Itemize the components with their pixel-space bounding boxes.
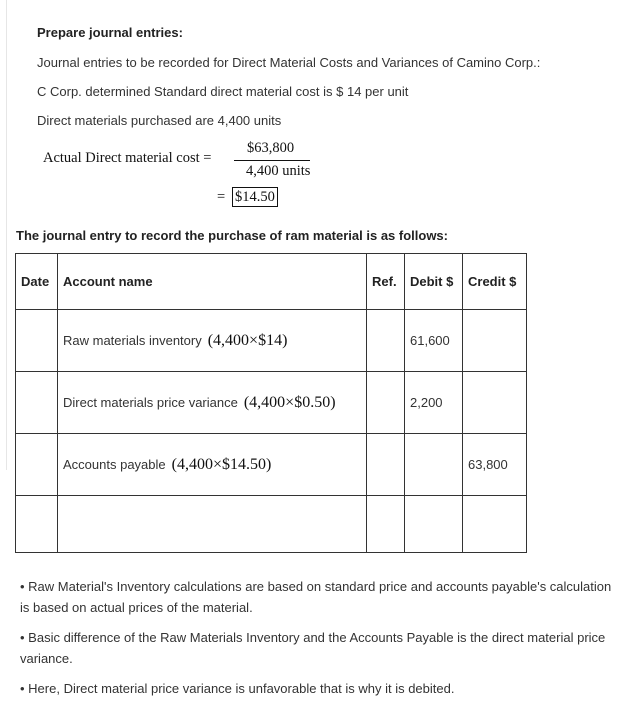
cell-date	[16, 434, 58, 496]
header-debit: Debit $	[405, 254, 463, 310]
account-name: Accounts payable	[63, 456, 166, 472]
cell-debit: 61,600	[405, 310, 463, 372]
cell-date	[16, 372, 58, 434]
cell-account	[58, 310, 367, 372]
cell-date	[16, 496, 58, 553]
cell-date	[16, 310, 58, 372]
cell-credit	[463, 310, 527, 372]
page-heading: Prepare journal entries:	[37, 25, 183, 40]
note-2: • Basic difference of the Raw Materials Inventory and the Accounts Payable is the direct material price variance.	[20, 630, 606, 666]
formula-result: $14.50	[232, 187, 278, 207]
cell-credit: 63,800	[463, 434, 527, 496]
cell-debit: 2,200	[405, 372, 463, 434]
cell-ref	[367, 372, 405, 434]
formula-numerator: $63,800	[247, 140, 295, 156]
formula-equals: =	[217, 189, 226, 205]
account-name: Direct materials price variance	[63, 394, 238, 410]
header-date: Date	[16, 254, 58, 310]
cell-debit	[405, 496, 463, 553]
cell-ref	[367, 310, 405, 372]
table-heading: The journal entry to record the purchase of ram material is as follows:	[16, 228, 448, 243]
cell-account	[58, 434, 367, 496]
journal-entry-table	[15, 253, 527, 553]
cell-ref	[367, 434, 405, 496]
account-name: Raw materials inventory	[63, 332, 202, 348]
cell-credit	[463, 372, 527, 434]
fraction-bar	[234, 160, 310, 161]
cell-credit	[463, 496, 527, 553]
note-3: • Here, Direct material price variance is unfavorable that is why it is debited.	[20, 681, 455, 696]
table-row	[16, 310, 527, 372]
account-calculation: (4,400×$0.50)	[243, 393, 336, 411]
account-calculation: (4,400×$14)	[207, 331, 288, 349]
header-ref: Ref.	[367, 254, 405, 310]
table-row	[16, 434, 527, 496]
cell-debit	[405, 434, 463, 496]
note-1: • Raw Material's Inventory calculations are based on standard price and accounts payable's calculation is based on actual prices of the material.	[20, 579, 612, 615]
header-account: Account name	[58, 254, 367, 310]
table-row	[16, 372, 527, 434]
cell-account	[58, 496, 367, 553]
cell-account	[58, 372, 367, 434]
left-border-line	[6, 0, 7, 470]
formula-label: Actual Direct material cost =	[43, 150, 212, 166]
cell-ref	[367, 496, 405, 553]
intro-line-2: C Corp. determined Standard direct material cost is $ 14 per unit	[37, 84, 409, 99]
formula-denominator: 4,400 units	[246, 163, 311, 179]
header-credit: Credit $	[463, 254, 527, 310]
table-row	[16, 496, 527, 553]
intro-line-1: Journal entries to be recorded for Direct Material Costs and Variances of Camino Corp.:	[37, 55, 541, 70]
table-header-row	[16, 254, 527, 310]
intro-line-3: Direct materials purchased are 4,400 units	[37, 113, 282, 128]
account-calculation: (4,400×$14.50)	[171, 455, 272, 473]
